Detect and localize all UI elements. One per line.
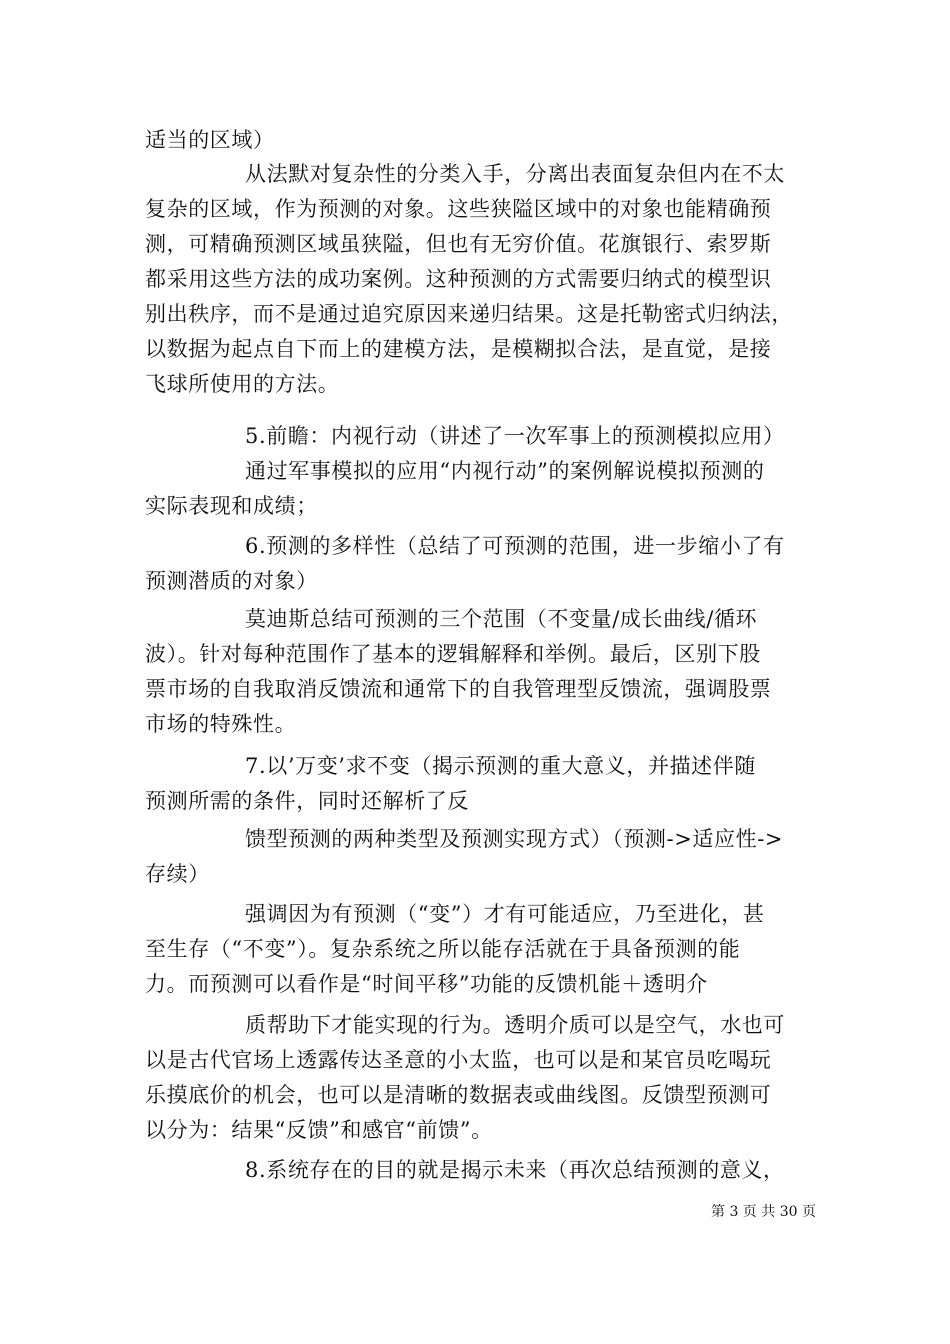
text-line: 适当的区域）	[145, 128, 275, 152]
text-line: 别出秩序，而不是通过追究原因来递归结果。这是托勒密式归纳法，	[145, 302, 793, 326]
text-line: 力。而预测可以看作是“时间平移”功能的反馈机能＋透明介	[145, 972, 708, 996]
section-heading: 6.预测的多样性（总结了可预测的范围，进一步缩小了有	[245, 534, 785, 558]
text-line: 莫迪斯总结可预测的三个范围（不变量/成长曲线/循环	[245, 607, 758, 631]
section-heading: 8.系统存在的目的就是揭示未来（再次总结预测的意义，	[245, 1158, 785, 1182]
text-line: 以数据为起点自下而上的建模方法，是模糊拟合法，是直觉，是接	[145, 337, 772, 361]
section-heading: 5.前瞻：内视行动（讲述了一次军事上的预测模拟应用）	[245, 424, 785, 448]
text-line: 测，可精确预测区域虽狭隘，但也有无穷价值。花旗银行、索罗斯	[145, 232, 772, 256]
text-line: 馈型预测的两种类型及预测实现方式）（预测->适应性->	[245, 827, 784, 851]
page-number-footer: 第 3 页 共 30 页	[711, 1204, 816, 1220]
text-line: 实际表现和成绩；	[145, 494, 318, 518]
text-line: 以分为：结果“反馈”和感官“前馈”。	[145, 1118, 493, 1142]
text-line: 质帮助下才能实现的行为。透明介质可以是空气，水也可	[245, 1013, 785, 1037]
text-line: 预测所需的条件，同时还解析了反	[145, 789, 469, 813]
text-line: 存续）	[145, 862, 210, 886]
text-line: 以是古代官场上透露传达圣意的小太监，也可以是和某官员吃喝玩	[145, 1048, 772, 1072]
text-line: 飞球所使用的方法。	[145, 372, 340, 396]
text-line: 票市场的自我取消反馈流和通常下的自我管理型反馈流，强调股票	[145, 677, 772, 701]
text-line: 预测潜质的对象）	[145, 569, 318, 593]
text-line: 市场的特殊性。	[145, 712, 297, 736]
text-line: 乐摸底价的机会，也可以是清晰的数据表或曲线图。反馈型预测可	[145, 1083, 772, 1107]
text-line: 至生存（“不变”）。复杂系统之所以能存活就在于具备预测的能	[145, 937, 741, 961]
text-line: 都采用这些方法的成功案例。这种预测的方式需要归纳式的模型识	[145, 267, 772, 291]
text-line: 从法默对复杂性的分类入手，分离出表面复杂但内在不太	[245, 162, 785, 186]
text-line: 波）。针对每种范围作了基本的逻辑解释和举例。最后，区别下股	[145, 642, 761, 666]
text-line: 强调因为有预测（“变”）才有可能适应，乃至进化，甚	[245, 902, 765, 926]
section-heading: 7.以’万变’求不变（揭示预测的重大意义，并描述伴随	[245, 754, 756, 778]
text-line: 通过军事模拟的应用“内视行动”的案例解说模拟预测的	[245, 459, 765, 483]
text-line: 复杂的区域，作为预测的对象。这些狭隘区域中的对象也能精确预	[145, 197, 772, 221]
